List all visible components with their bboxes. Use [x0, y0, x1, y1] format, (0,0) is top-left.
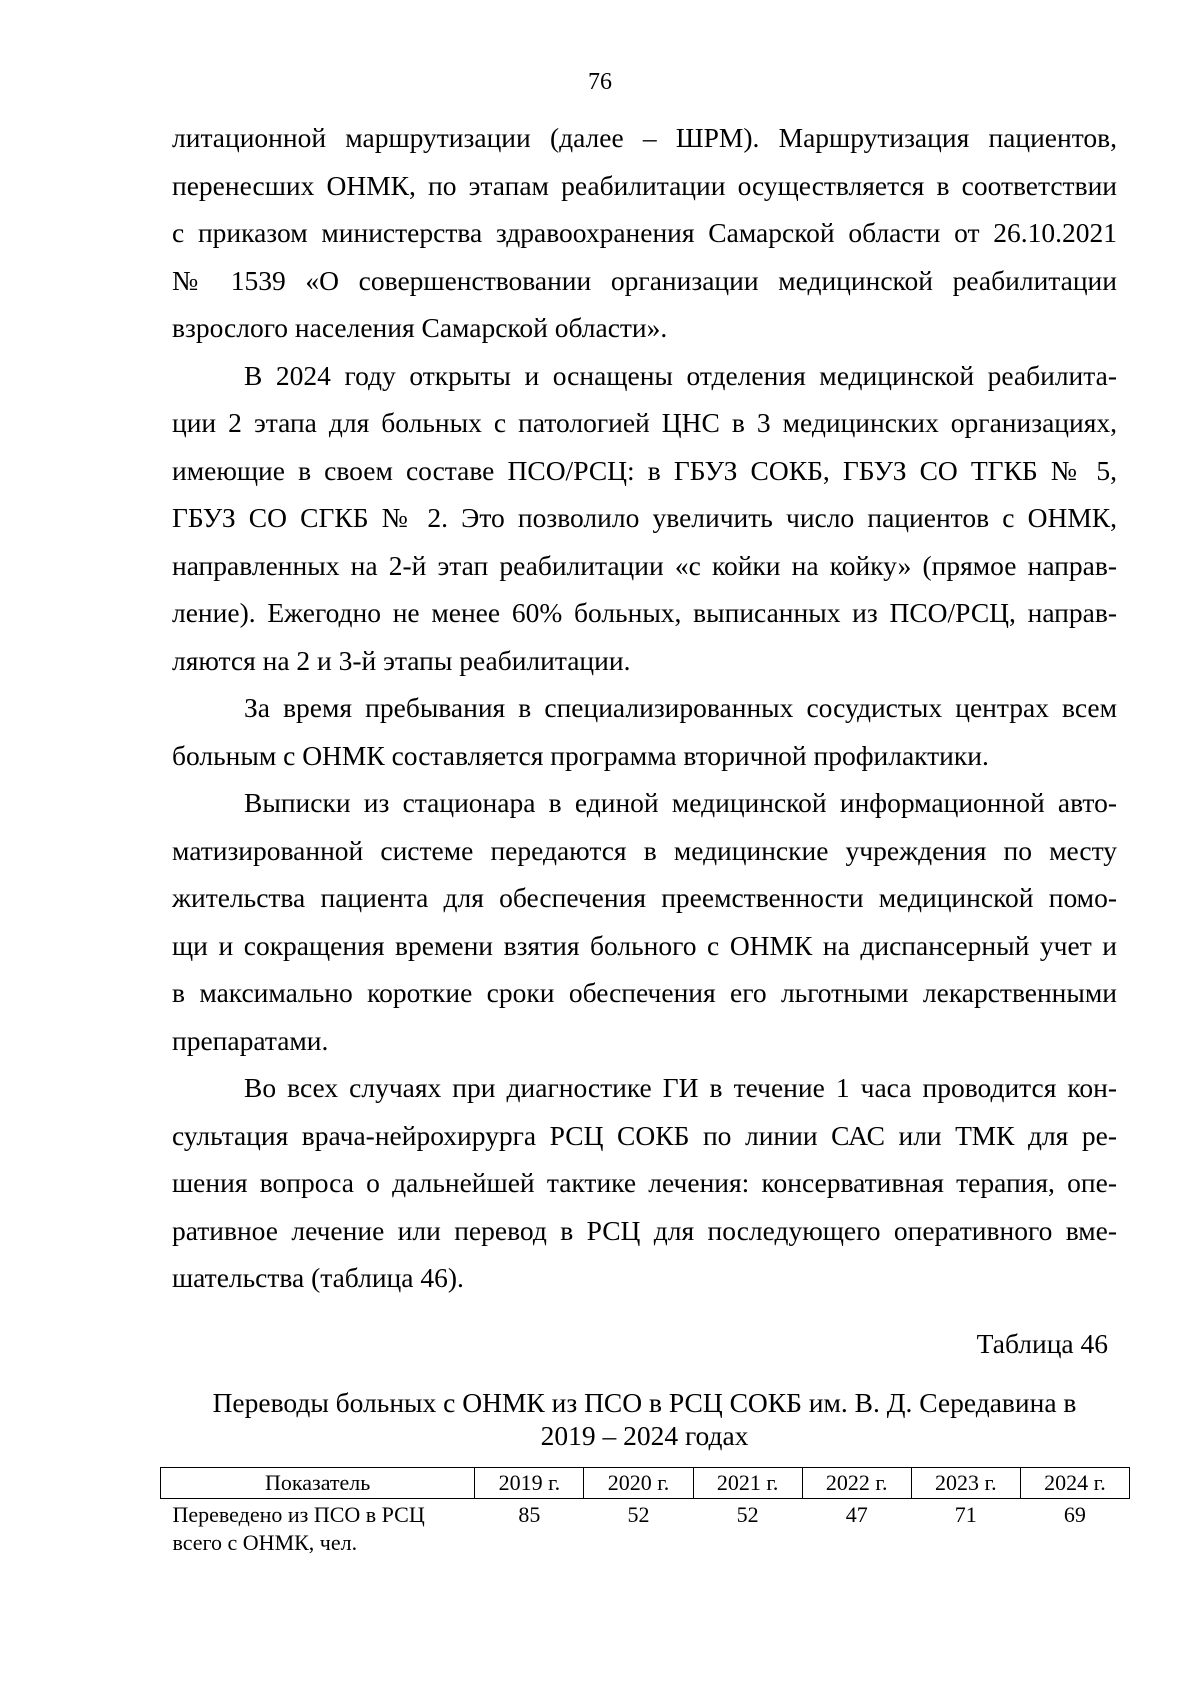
paragraph-line: взрослого населения Самарской области».	[172, 312, 668, 343]
table-title-line: Переводы больных с ОНМК из ПСО в РСЦ СОКБ им. В. Д. Середавина в	[212, 1387, 1077, 1418]
paragraph	[172, 684, 1117, 779]
paragraph	[172, 779, 1117, 1064]
table-title-line: 2019 – 2024 годах	[540, 1420, 749, 1451]
column-header: 2020 г.	[584, 1468, 693, 1499]
data-table	[160, 1467, 1130, 1559]
paragraph	[172, 114, 1117, 352]
paragraph-line: ции 2 этапа для больных с патологией ЦНС в 3 медицинских организациях,	[172, 407, 1117, 438]
paragraph-line: препаратами.	[172, 1024, 329, 1056]
paragraph-line: ГБУЗ СО СГКБ № 2. Это позволило увеличить число пациентов с ОНМК,	[172, 502, 1117, 533]
paragraph-line: ративное лечение или перевод в РСЦ для последующего оперативного вме-	[172, 1214, 1117, 1246]
paragraph-line: В 2024 году открыты и оснащены отделения медицинской реабилита-	[244, 359, 1117, 391]
paragraph-line: матизированной системе передаются в медицинские учреждения по месту	[172, 834, 1117, 866]
paragraph-line: ляются на 2 и 3-й этапы реабилитации.	[172, 644, 631, 676]
paragraph-line: литационной маршрутизации (далее – ШРМ). Маршрутизация пациентов,	[172, 122, 1117, 153]
table-cell: 69	[1063, 1502, 1086, 1527]
row-label-line: Переведено из ПСО в РСЦ	[172, 1502, 425, 1527]
paragraph-line: направленных на 2-й этап реабилитации «с койки на койку» (прямое направ-	[172, 549, 1117, 581]
table-header-row	[161, 1468, 1130, 1499]
page-number: 76	[588, 69, 612, 95]
body-text	[172, 114, 1117, 1302]
paragraph	[172, 1064, 1117, 1302]
paragraph-line: жительства пациента для обеспечения преемственности медицинской помо-	[172, 882, 1117, 913]
table-caption: Таблица 46	[976, 1328, 1108, 1359]
paragraph-line: с приказом министерства здравоохранения Самарской области от 26.10.2021	[172, 217, 1117, 248]
paragraph-line: больным с ОНМК составляется программа вторичной профилактики.	[172, 739, 989, 771]
row-label	[161, 1499, 475, 1560]
paragraph-line: перенесших ОНМК, по этапам реабилитации осуществляется в соответствии	[172, 169, 1117, 201]
column-header: Показатель	[161, 1468, 475, 1499]
paragraph-line: в максимально короткие сроки обеспечения его льготными лекарственными	[172, 977, 1117, 1008]
table-cell: 85	[518, 1502, 541, 1527]
column-header: 2023 г.	[911, 1468, 1020, 1499]
paragraph-line: Во всех случаях при диагностике ГИ в течение 1 часа проводится кон-	[244, 1072, 1117, 1103]
table-row	[161, 1499, 1130, 1560]
table-cell: 52	[627, 1502, 650, 1527]
paragraph-line: шательства (таблица 46).	[172, 1262, 464, 1293]
paragraph-line: шения вопроса о дальнейшей тактике лечения: консервативная терапия, опе-	[172, 1167, 1117, 1198]
paragraph-line: Выписки из стационара в единой медицинской информационной авто-	[244, 787, 1117, 818]
table-cell: 47	[845, 1502, 868, 1527]
paragraph-line: За время пребывания в специализированных сосудистых центрах всем	[244, 692, 1117, 723]
column-header: 2022 г.	[802, 1468, 911, 1499]
column-header: 2021 г.	[693, 1468, 802, 1499]
paragraph-line: имеющие в своем составе ПСО/РСЦ: в ГБУЗ СОКБ, ГБУЗ СО ТГКБ № 5,	[172, 454, 1117, 486]
column-header: 2024 г.	[1020, 1468, 1129, 1499]
table-cell: 52	[736, 1502, 759, 1527]
table-title	[172, 1386, 1117, 1452]
column-header: 2019 г.	[475, 1468, 584, 1499]
row-label-line: всего с ОНМК, чел.	[172, 1530, 358, 1555]
paragraph-line: сультация врача-нейрохирурга РСЦ СОКБ по линии САС или ТМК для ре-	[172, 1119, 1117, 1151]
paragraph-line: № 1539 «О совершенствовании организации медицинской реабилитации	[172, 264, 1117, 296]
paragraph	[172, 352, 1117, 685]
table-cell: 71	[954, 1502, 977, 1527]
paragraph-line: щи и сокращения времени взятия больного с ОНМК на диспансерный учет и	[172, 929, 1117, 961]
paragraph-line: ление). Ежегодно не менее 60% больных, выписанных из ПСО/РСЦ, направ-	[172, 597, 1117, 628]
